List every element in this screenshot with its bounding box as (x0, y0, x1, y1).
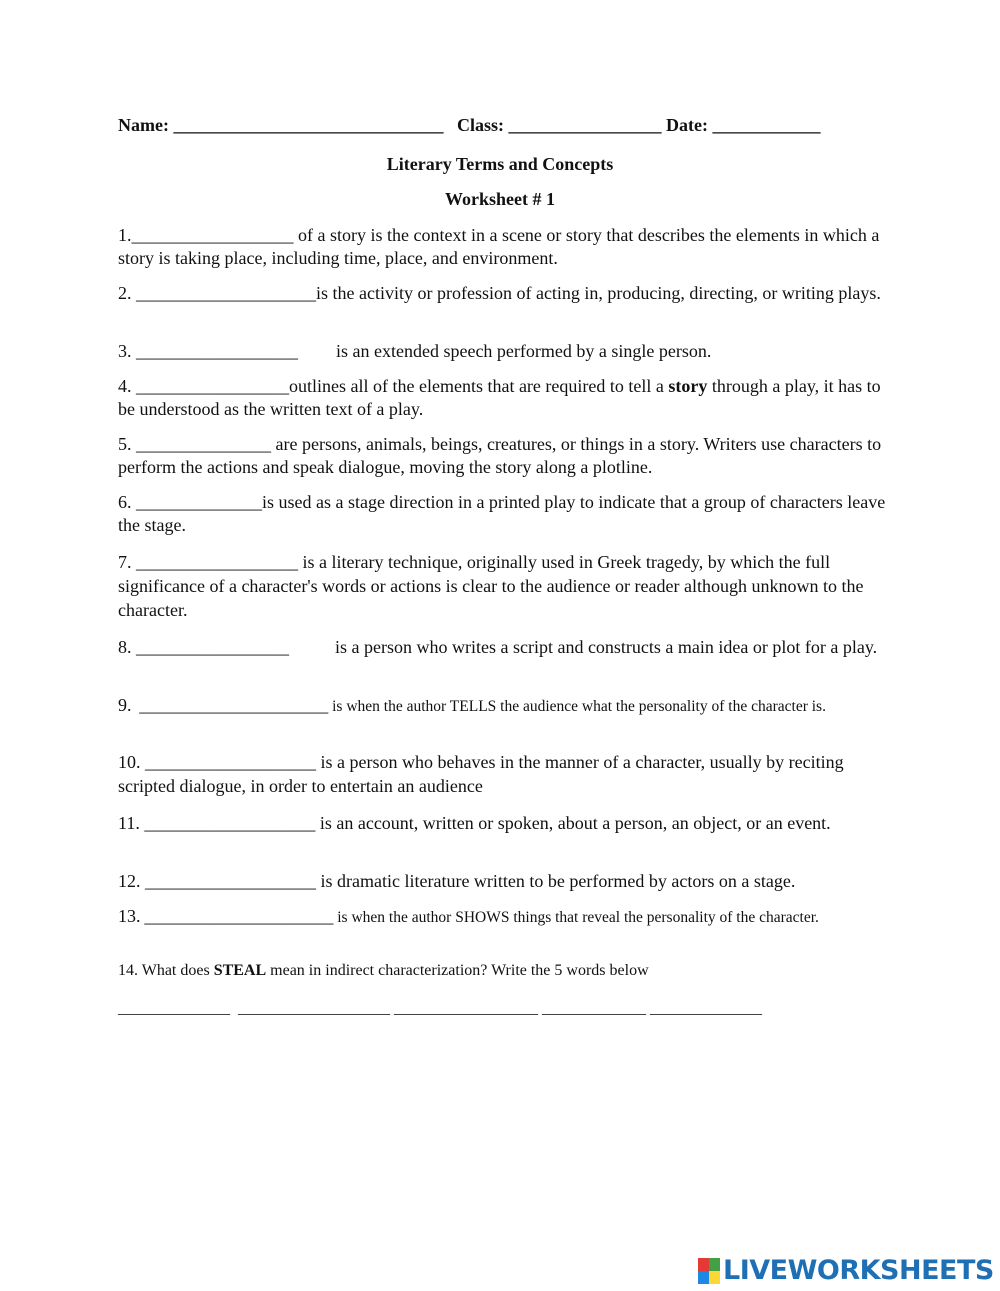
logo-icon (698, 1258, 720, 1284)
question-12 (118, 870, 888, 893)
question-6 (118, 491, 888, 537)
name-field[interactable]: ______________________________ (173, 115, 444, 135)
question-7 (118, 550, 888, 622)
question-2 (118, 282, 888, 305)
question-text: is used as a stage direction in a printed play to indicate that a group of characters leave the stage. (118, 492, 886, 535)
answer-blank[interactable]: __________________ (131, 225, 294, 245)
answer-blank[interactable]: ______________ (118, 1000, 230, 1017)
question-number: 10. (118, 752, 141, 772)
answer-blank[interactable]: __________________ (136, 341, 298, 361)
name-label: Name: (118, 115, 169, 135)
question-number: 1. (118, 225, 132, 245)
answer-blank[interactable]: ___________________ (238, 1000, 390, 1017)
question-text: is the activity or profession of acting in, producing, directing, or writing plays. (316, 283, 881, 303)
question-3 (118, 340, 888, 363)
question-text: is when the author SHOWS things that reveal the personality of the character. (333, 909, 819, 926)
class-label: Class: (456, 115, 504, 135)
question-text: is an account, written or spoken, about a person, an object, or an event. (315, 813, 831, 833)
date-field[interactable]: ____________ (712, 115, 821, 135)
question-text: through a play, it has to be understood as the written text of a play. (118, 376, 881, 419)
question-text: of a story is the context in a scene or story that describes the elements in which a story is taking place, including time, place, and environment. (118, 225, 880, 268)
question-text: is dramatic literature written to be performed by actors on a stage. (316, 871, 796, 891)
question-text: is a literary technique, originally used in Greek tragedy, by which the full significance of a character's words or actions is clear to the audience or reader although unknown to the character. (118, 552, 864, 620)
answer-blank[interactable]: ______________ (650, 1000, 762, 1017)
question-number: 7. (118, 552, 132, 572)
question-text: is when the author TELLS the audience what the personality of the character is. (328, 698, 826, 715)
answer-blank[interactable]: ___________________ (145, 752, 316, 772)
question-10 (118, 750, 888, 798)
date-label: Date: (666, 115, 708, 135)
question-text: What does (138, 962, 214, 979)
question-text: outlines all of the elements that are required to tell a (289, 376, 669, 396)
question-number: 11. (118, 813, 140, 833)
question-11 (118, 812, 888, 835)
answer-blank[interactable]: _________________ (136, 637, 289, 657)
answer-blank[interactable]: ____________________ (136, 283, 316, 303)
question-number: 2. (118, 283, 132, 303)
question-text: is a person who writes a script and constructs a main idea or plot for a play. (335, 637, 878, 657)
answer-blank[interactable]: _____________________ (144, 906, 334, 926)
answer-blank[interactable]: __________________ (394, 1000, 538, 1017)
question-number: 4. (118, 376, 132, 396)
question-1 (118, 224, 888, 270)
steal-answer-lines (118, 1000, 888, 1018)
question-number: 8. (118, 637, 132, 657)
answer-blank[interactable]: ___________________ (145, 871, 316, 891)
question-number: 12. (118, 871, 141, 891)
question-number: 5. (118, 434, 132, 454)
answer-blank[interactable]: _________________ (136, 376, 289, 396)
question-number: 14. (118, 962, 138, 979)
question-9 (118, 694, 888, 718)
question-number: 9. (118, 695, 132, 715)
question-text: mean in indirect characterization? Write the 5 words below (266, 962, 649, 979)
question-bold-word: story (668, 376, 708, 396)
logo-text: LIVEWORKSHEETS (723, 1255, 994, 1286)
class-field[interactable]: _________________ (508, 115, 662, 135)
answer-blank[interactable]: _____________ (542, 1000, 646, 1017)
question-8 (118, 636, 888, 659)
answer-blank[interactable]: __________________ (136, 552, 298, 572)
question-number: 3. (118, 341, 132, 361)
page-subtitle: Worksheet # 1 (445, 189, 555, 209)
answer-blank[interactable]: _____________________ (139, 695, 329, 715)
question-13 (118, 905, 888, 929)
header-row (118, 115, 888, 136)
answer-blank[interactable]: ______________ (136, 492, 262, 512)
question-text: is an extended speech performed by a single person. (336, 341, 712, 361)
answer-blank[interactable]: ___________________ (144, 813, 316, 833)
question-14 (118, 960, 888, 982)
question-5 (118, 433, 888, 479)
page-title: Literary Terms and Concepts (386, 154, 614, 174)
answer-blank[interactable]: _______________ (136, 434, 271, 454)
liveworksheets-logo (698, 1255, 994, 1286)
question-4 (118, 375, 888, 421)
question-text: are persons, animals, beings, creatures, or things in a story. Writers use characters to perform the actions and speak dialogue, moving the story along a plotline. (118, 434, 882, 477)
question-bold-word: STEAL (213, 962, 267, 979)
question-text: is a person who behaves in the manner of a character, usually by reciting scripted dialogue, in order to entertain an audience (118, 752, 844, 796)
question-number: 13. (118, 906, 141, 926)
question-number: 6. (118, 492, 132, 512)
